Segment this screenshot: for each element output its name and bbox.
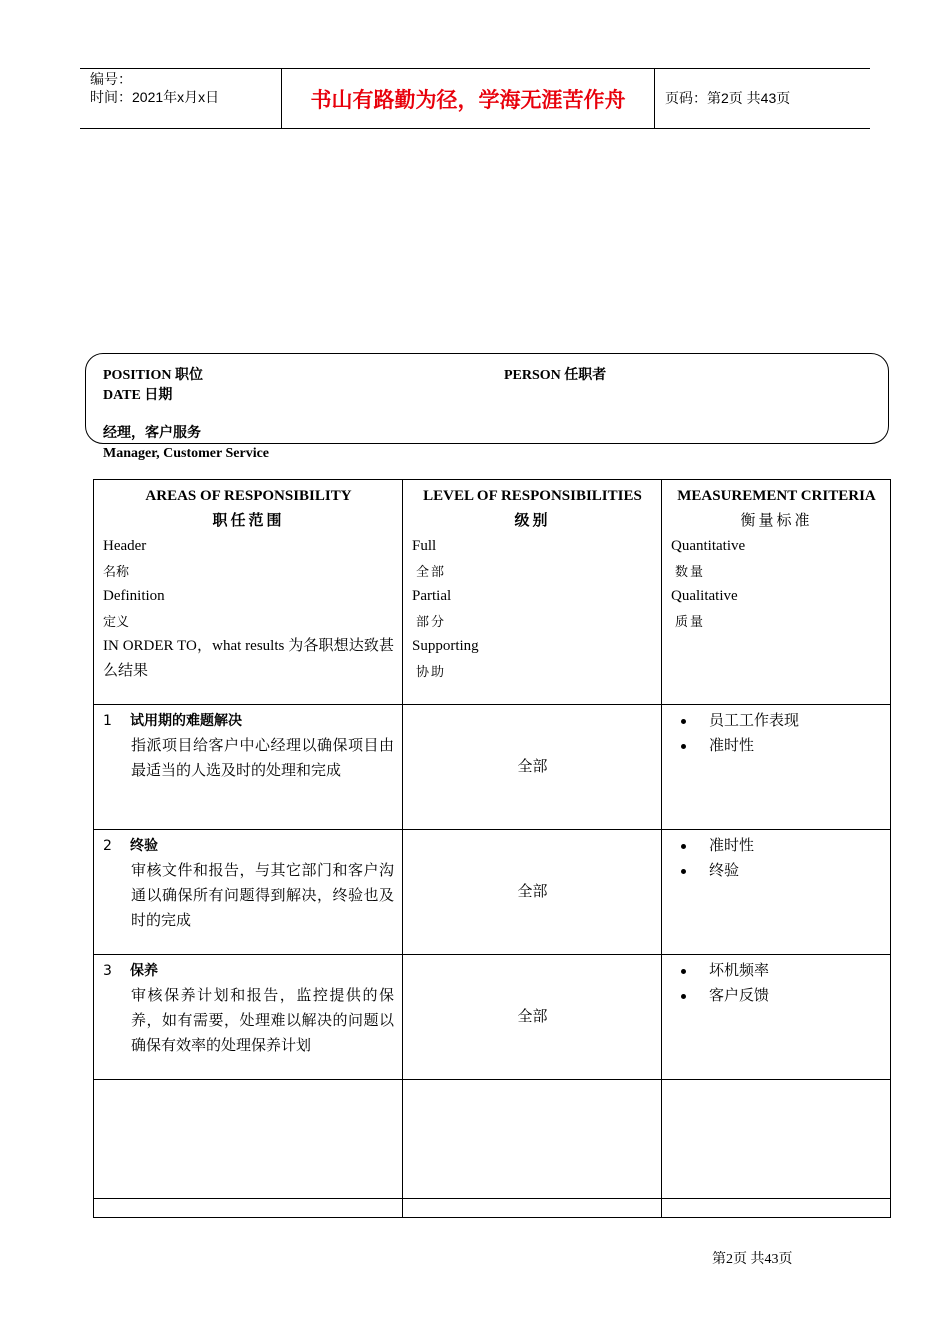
areas-header-en: AREAS OF RESPONSIBILITY xyxy=(145,488,352,504)
in-order-to-text: IN ORDER TO，what results 为各职想达致甚么结果 xyxy=(103,638,394,679)
header-motto: 书山有路勤为径，学海无涯苦作舟 xyxy=(310,88,626,112)
empty-cell xyxy=(662,1080,891,1199)
area-number: 2 xyxy=(103,838,112,854)
date-label: DATE 日期 xyxy=(103,388,173,403)
header-top-rule xyxy=(80,68,870,69)
level-value: 全部 xyxy=(517,1009,548,1025)
partial-item-en: Partial xyxy=(412,588,452,604)
empty-cell xyxy=(662,1199,891,1218)
area-cell xyxy=(94,955,403,1080)
definition-item-en: Definition xyxy=(103,588,165,604)
criteria-list xyxy=(671,834,882,884)
empty-cell xyxy=(94,1080,403,1199)
header-divider xyxy=(654,68,655,129)
level-value: 全部 xyxy=(517,759,548,775)
empty-cell xyxy=(403,1199,662,1218)
responsibility-table xyxy=(93,479,891,1218)
position-title-cn: 经理，客户服务 xyxy=(103,426,201,441)
area-description: 指派项目给客户中心经理以确保项目由最适当的人选及时的处理和完成 xyxy=(131,738,394,779)
area-number: 3 xyxy=(103,963,112,979)
table-row-empty xyxy=(94,1080,891,1199)
table-row xyxy=(94,830,891,955)
criteria-cell xyxy=(662,705,891,830)
supporting-item-cn: 协助 xyxy=(416,664,447,679)
header-page-label: 页码：第2页 共43页 xyxy=(665,90,791,106)
definition-item-cn: 定义 xyxy=(103,614,130,629)
quantitative-item-en: Quantitative xyxy=(671,538,746,554)
qualitative-item-en: Qualitative xyxy=(671,588,738,604)
person-label: PERSON 任职者 xyxy=(504,368,607,383)
code-label: 编号： xyxy=(90,71,132,87)
criteria-cell xyxy=(662,955,891,1080)
criteria-cell xyxy=(662,830,891,955)
full-item-en: Full xyxy=(412,538,437,554)
header-item-en: Header xyxy=(103,538,147,554)
level-header-en: LEVEL OF RESPONSIBILITIES xyxy=(423,488,642,504)
criteria-header-en: MEASUREMENT CRITERIA xyxy=(677,488,876,504)
header-item-cn: 名称 xyxy=(103,564,130,579)
level-value: 全部 xyxy=(517,884,548,900)
area-cell xyxy=(94,705,403,830)
qualitative-item-cn: 质量 xyxy=(675,614,706,629)
table-header-row xyxy=(94,480,891,705)
level-header-cn: 级别 xyxy=(514,513,551,529)
footer-page-label: 第2页 共43页 xyxy=(712,1252,793,1267)
level-cell xyxy=(403,955,662,1080)
area-title xyxy=(103,834,394,859)
empty-cell xyxy=(94,1199,403,1218)
areas-header-cn: 职任范围 xyxy=(212,513,285,529)
list-item: 准时性 xyxy=(699,834,882,859)
level-cell xyxy=(403,830,662,955)
position-title-en: Manager, Customer Service xyxy=(103,446,270,461)
quantitative-item-cn: 数量 xyxy=(675,564,706,579)
area-title-text: 终验 xyxy=(130,838,158,854)
position-label: POSITION 职位 xyxy=(103,368,203,383)
criteria-list xyxy=(671,709,882,759)
list-item: 坏机频率 xyxy=(699,959,882,984)
position-box xyxy=(85,353,889,444)
header-meta xyxy=(90,70,280,106)
full-item-cn: 全部 xyxy=(416,564,447,579)
criteria-list xyxy=(671,959,882,1009)
list-item: 客户反馈 xyxy=(699,984,882,1009)
area-title xyxy=(103,709,394,734)
area-title-text: 试用期的难题解决 xyxy=(130,713,242,729)
list-item: 准时性 xyxy=(699,734,882,759)
list-item: 员工工作表现 xyxy=(699,709,882,734)
areas-header-cell xyxy=(94,480,403,705)
area-description: 审核文件和报告，与其它部门和客户沟通以确保所有问题得到解决，终验也及时的完成 xyxy=(131,863,394,929)
criteria-header-cell xyxy=(662,480,891,705)
criteria-header-cn: 衡量标准 xyxy=(740,513,813,529)
table-row xyxy=(94,705,891,830)
table-row xyxy=(94,955,891,1080)
header-bottom-rule xyxy=(80,128,870,129)
area-cell xyxy=(94,830,403,955)
partial-item-cn: 部分 xyxy=(416,614,447,629)
area-title-text: 保养 xyxy=(130,963,158,979)
supporting-item-en: Supporting xyxy=(412,638,479,654)
level-header-cell xyxy=(403,480,662,705)
area-title xyxy=(103,959,394,984)
table-row-empty xyxy=(94,1199,891,1218)
list-item: 终验 xyxy=(699,859,882,884)
area-number: 1 xyxy=(103,713,112,729)
area-description: 审核保养计划和报告，监控提供的保养，如有需要，处理难以解决的问题以确保有效率的处理保养计划 xyxy=(131,988,394,1054)
level-cell xyxy=(403,705,662,830)
time-label: 时间：2021年x月x日 xyxy=(90,89,220,105)
empty-cell xyxy=(403,1080,662,1199)
